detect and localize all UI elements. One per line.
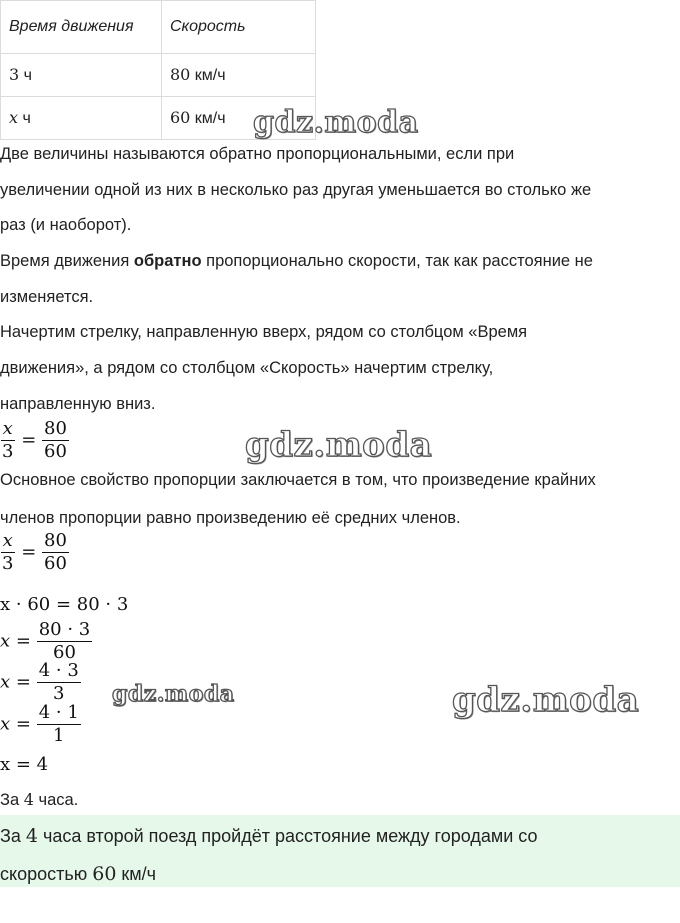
header-speed: Скорость — [162, 1, 316, 54]
definition-line: увеличении одной из них в несколько раз другая уменьшается во столько же — [0, 181, 592, 199]
property-line: Основное свойство пропорции заключается в том, что произведение крайних — [0, 471, 596, 489]
answer-box — [0, 815, 680, 887]
time-unit: ч — [18, 110, 31, 127]
answer-line: За 4 часа второй поезд пройдёт расстояние между городами со — [0, 825, 538, 847]
arrow-instruction: движения», а рядом со столбцом «Скорость» начертим стрелку, — [0, 359, 494, 377]
cell-time — [1, 97, 162, 140]
answer-line: скоростью 60 км/ч — [0, 863, 157, 885]
speed-value: 80 — [170, 65, 191, 84]
watermark: gdz.moda — [245, 425, 433, 465]
watermark: gdz.moda — [452, 680, 640, 720]
equation-proportion: $\frac{x}{3}$ = $\frac{80}{60}$ — [2, 418, 67, 462]
time-value: 3 — [9, 65, 20, 84]
speed-unit: км/ч — [190, 110, 226, 127]
time-unit: ч — [19, 67, 32, 84]
time-value: x — [9, 108, 19, 127]
watermark: gdz.moda — [253, 105, 419, 140]
header-time: Время движения — [1, 1, 162, 54]
equation-proportion: $\frac{x}{3}$ = $\frac{80}{60}$ — [2, 530, 67, 574]
arrow-instruction: Начертим стрелку, направленную вверх, рядом со столбцом «Время — [0, 323, 528, 341]
speed-value: 60 — [170, 108, 191, 127]
equation-product: x · 60 = 80 · 3 — [0, 594, 129, 615]
equation-step: x = $\frac{80 \cdot 3}{60}$ — [0, 619, 91, 663]
equation-step: x = $\frac{4 \cdot 3}{3}$ — [0, 660, 79, 704]
result-line: За 4 часа. — [0, 790, 79, 809]
bold-word: обратно — [133, 252, 202, 270]
arrow-instruction: направленную вниз. — [0, 395, 156, 413]
definition-line: раз (и наоборот). — [0, 216, 132, 234]
time-statement-line: изменяется. — [0, 288, 94, 306]
cell-time — [1, 54, 162, 97]
time-statement: Время движения обратно пропорционально скорости, так как расстояние не — [0, 252, 593, 270]
speed-unit: км/ч — [190, 67, 226, 84]
watermark: gdz.moda — [112, 681, 235, 707]
equation-result: x = 4 — [0, 754, 49, 775]
property-line: членов пропорции равно произведению её средних членов. — [0, 509, 461, 527]
equation-step: x = $\frac{4 \cdot 1}{1}$ — [0, 702, 79, 746]
cell-speed — [162, 54, 316, 97]
table-header-row — [1, 1, 316, 54]
definition-line: Две величины называются обратно пропорциональными, если при — [0, 145, 515, 163]
table-row — [1, 54, 316, 97]
